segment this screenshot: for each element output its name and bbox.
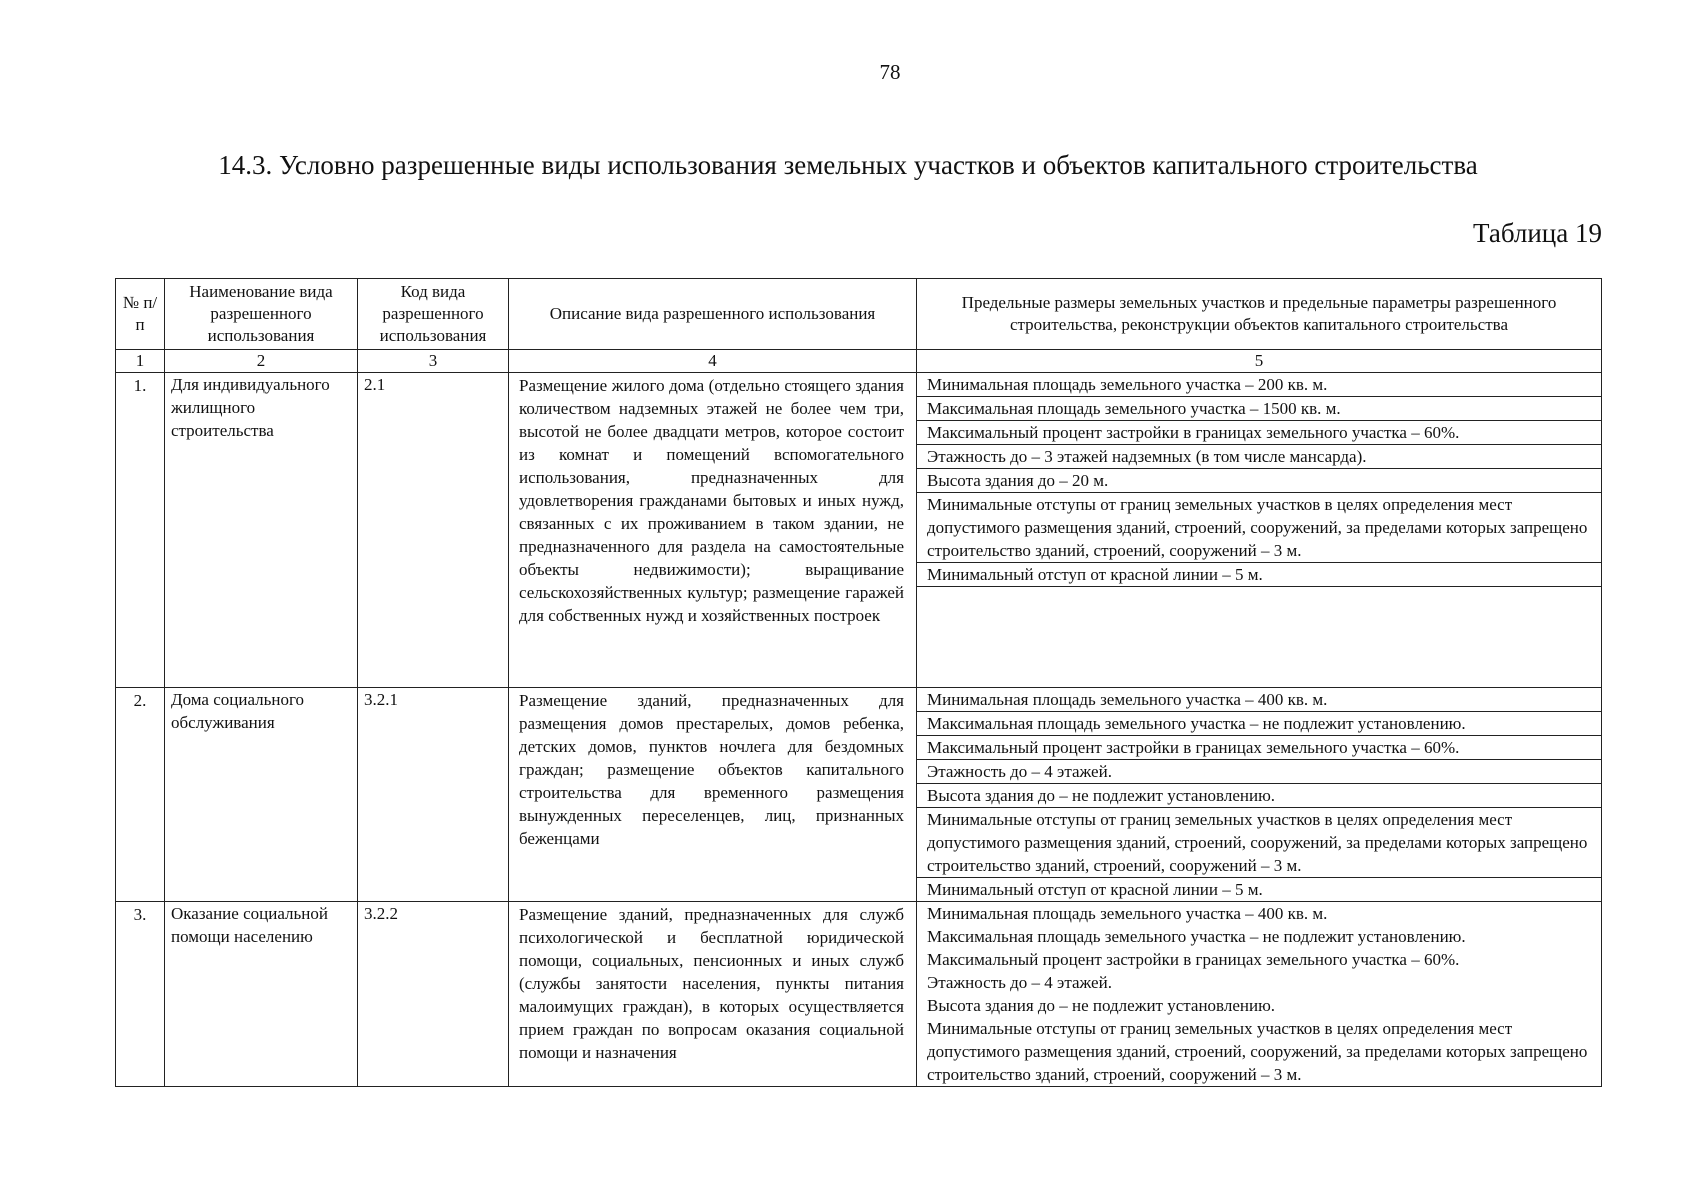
parameter-line: Минимальные отступы от границ земельных участков в целях определения мест допустимого размещения зданий, строений, сооружений, за пределами которых запрещено строительство зданий, строений, сооружений – 3 м. — [927, 1019, 1588, 1084]
parameter-line: Максимальная площадь земельного участка – не подлежит установлению. — [917, 712, 1601, 736]
column-number: 5 — [917, 350, 1602, 373]
section-title: 14.3. Условно разрешенные виды использования земельных участков и объектов капитального строительства — [218, 150, 1478, 180]
parameter-line: Этажность до – 3 этажей надземных (в том числе мансарда). — [917, 445, 1601, 469]
header-params: Предельные размеры земельных участков и предельные параметры разрешенного строительства, реконструкции объектов капитального строительства — [917, 279, 1602, 350]
parameter-line: Минимальная площадь земельного участка – 400 кв. м. — [927, 904, 1328, 923]
table-row — [116, 688, 1602, 902]
column-number: 3 — [358, 350, 509, 373]
parameter-line: Этажность до – 4 этажей. — [917, 760, 1601, 784]
parameter-line: Минимальный отступ от красной линии – 5 м. — [927, 880, 1263, 899]
usage-parameters — [917, 373, 1602, 688]
table-row — [116, 902, 1602, 1087]
table-row — [116, 373, 1602, 688]
parameter-line: Высота здания до – не подлежит установлению. — [927, 996, 1276, 1015]
page-number: 78 — [879, 60, 901, 84]
usage-description: Размещение зданий, предназначенных для служб психологической и бесплатной юридической помощи, социальных, пенсионных и иных служб (службы занятости населения, пункты питания малоимущих граждан), в которых осуществляется прием граждан по вопросам оказания социальной помощи и назначения — [509, 902, 917, 1087]
parameter-line: Этажность до – 4 этажей. — [927, 973, 1112, 992]
column-number: 2 — [165, 350, 358, 373]
parameter-line: Высота здания до – не подлежит установлению. — [917, 784, 1601, 808]
parameter-line: Высота здания до – 20 м. — [917, 469, 1601, 493]
parameter-line-empty — [917, 587, 1601, 687]
parameter-line: Минимальные отступы от границ земельных участков в целях определения мест допустимого размещения зданий, строений, сооружений, за пределами которых запрещено строительство зданий, строений, сооружений – 3 м. — [917, 493, 1601, 563]
row-number: 3. — [116, 902, 165, 1087]
row-number: 1. — [116, 373, 165, 688]
regulations-table — [115, 278, 1602, 1087]
usage-parameters — [917, 902, 1602, 1087]
column-number-row — [116, 350, 1602, 373]
table-header-row — [116, 279, 1602, 350]
parameter-line: Максимальный процент застройки в границах земельного участка – 60%. — [917, 421, 1601, 445]
usage-code: 3.2.2 — [358, 902, 509, 1087]
parameter-line: Максимальный процент застройки в границах земельного участка – 60%. — [917, 736, 1601, 760]
row-number: 2. — [116, 688, 165, 902]
regulations-table-wrapper — [115, 278, 1601, 1087]
usage-description: Размещение зданий, предназначенных для размещения домов престарелых, домов ребенка, детских домов, пунктов ночлега для бездомных граждан; размещение объектов капитального строительства для временного размещения вынужденных переселенцев, лиц, признанных беженцами — [509, 688, 917, 902]
parameter-line: Минимальный отступ от красной линии – 5 м. — [917, 563, 1601, 587]
header-name: Наименование вида разрешенного использования — [165, 279, 358, 350]
usage-code: 3.2.1 — [358, 688, 509, 902]
usage-name: Для индивидуального жилищного строительства — [165, 373, 358, 688]
usage-parameters — [917, 688, 1602, 902]
parameter-line: Минимальная площадь земельного участка – 400 кв. м. — [917, 688, 1601, 712]
usage-code: 2.1 — [358, 373, 509, 688]
header-code: Код вида разрешенного использования — [358, 279, 509, 350]
parameter-line: Максимальный процент застройки в границах земельного участка – 60%. — [927, 950, 1460, 969]
parameter-line: Минимальные отступы от границ земельных участков в целях определения мест допустимого размещения зданий, строений, сооружений, за пределами которых запрещено строительство зданий, строений, сооружений – 3 м. — [917, 808, 1601, 878]
table-label: Таблица 19 — [1473, 218, 1602, 248]
usage-description: Размещение жилого дома (отдельно стоящего здания количеством надземных этажей не более чем три, высотой не более двадцати метров, которое состоит из комнат и помещений вспомогательного использования, предназначенных для удовлетворения гражданами бытовых и иных нужд, связанных с их проживанием в таком здании, не предназначенного для раздела на самостоятельные объекты недвижимости); выращивание сельскохозяйственных культур; размещение гаражей для собственных нужд и хозяйственных построек — [509, 373, 917, 688]
header-desc: Описание вида разрешенного использования — [509, 279, 917, 350]
parameter-line: Максимальная площадь земельного участка – не подлежит установлению. — [927, 927, 1466, 946]
parameter-line: Минимальная площадь земельного участка – 200 кв. м. — [917, 373, 1601, 397]
parameter-line: Максимальная площадь земельного участка – 1500 кв. м. — [917, 397, 1601, 421]
column-number: 1 — [116, 350, 165, 373]
usage-name: Оказание социальной помощи населению — [165, 902, 358, 1087]
usage-name: Дома социального обслуживания — [165, 688, 358, 902]
column-number: 4 — [509, 350, 917, 373]
header-num: № п/п — [116, 279, 165, 350]
